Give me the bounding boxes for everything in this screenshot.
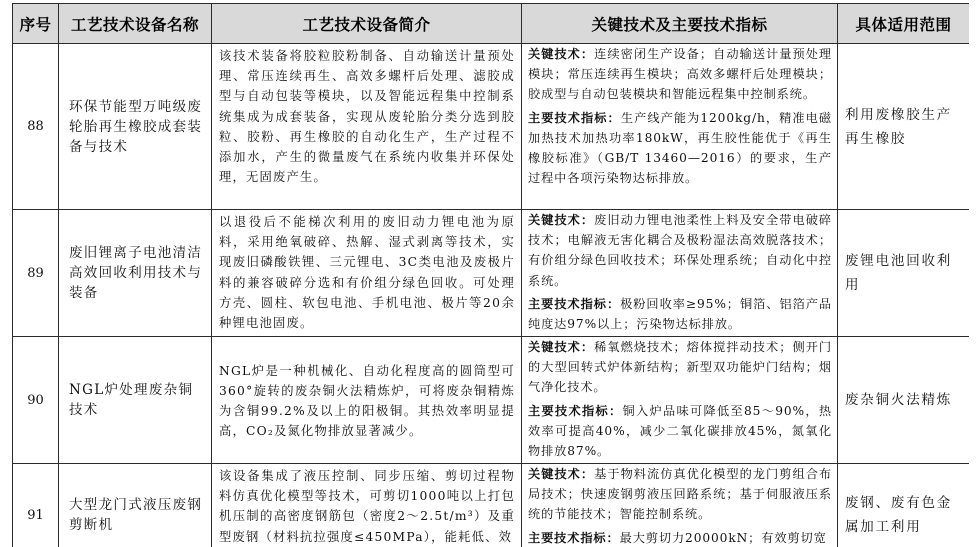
key-tech-paragraph (528, 210, 832, 291)
key-tech-text: 连续密闭生产设备；自动输送计量预处理模块；常压连续再生模块；高效多螺杆后处理模块；胶成型与自动包装模块和智能远程集中控制系统。 (528, 47, 833, 102)
scope: 利用废橡胶生产再生橡胶 (838, 44, 970, 210)
table-row (13, 464, 970, 547)
tech-intro: NGL炉是一种机械化、自动化程度高的圆筒型可360°旋转的废杂铜火法精炼炉，可将废杂铜精炼为含铜99.2%及以上的阳极铜。其热效率明显提高，CO₂及氮化物排放显著减少。 (212, 337, 522, 464)
tech-name: NGL炉处理废杂铜技术 (59, 337, 212, 464)
key-tech-text: 稀氧燃烧技术；熔体搅拌动技术；侧开门的大型回转式炉体新结构；新型双功能炉门结构；烟气净化技术。 (528, 340, 833, 395)
key-tech-text: 基于物料流仿真优化模型的龙门剪组合布局技术；快速废钢剪液压回路系统；基于伺服液压系统的节能技术；智能控制系统。 (528, 467, 833, 522)
scope: 废钢、废有色金属加工利用 (838, 464, 970, 547)
key-tech-cell (522, 464, 838, 547)
tech-intro: 以退役后不能梯次利用的废旧动力锂电池为原料，采用绝氧破碎、热解、湿式剥离等技术，实现废旧磷酸铁锂、三元锂电、3C类电池及废极片料的兼容破碎分选和有价组分绿色回收。可处理方壳、圆柱、软包电池、手机电池、极片等20余种锂电池固废。 (212, 210, 522, 337)
table-row (13, 337, 970, 464)
row-number: 88 (13, 44, 59, 210)
row-number: 91 (13, 464, 59, 547)
tech-name: 废旧锂离子电池清洁高效回收利用技术与装备 (59, 210, 212, 337)
technology-table (12, 3, 969, 547)
row-number: 89 (13, 210, 59, 337)
header-name: 工艺技术设备名称 (59, 4, 212, 44)
table-row (13, 210, 970, 337)
table-row (13, 44, 970, 210)
header-no: 序号 (13, 4, 59, 44)
key-tech-paragraph (528, 464, 832, 525)
main-index-label: 主要技术指标： (528, 530, 620, 545)
scope: 废锂电池回收利用 (838, 210, 970, 337)
main-index-label: 主要技术指标： (528, 296, 621, 311)
key-tech-paragraph (528, 44, 832, 105)
main-index-paragraph (528, 108, 832, 189)
main-index-text: 极粉回收率≥95%；铜箔、铝箔产品纯度达97%以上；污染物达标排放。 (528, 296, 832, 332)
tech-intro: 该技术装备将胶粒胶粉制备、自动输送计量预处理、常压连续再生、高效多螺杆后处理、滤胶成型与自动包装等模块，以及智能远程集中控制系统集成为成套装备，实现从废轮胎分类分选到胶粒、胶粉、再生橡胶的自动化生产，生产过程不添加水，产生的微量废气在系统内收集并环保处理，无固废产生。 (212, 44, 522, 210)
key-tech-cell (522, 44, 838, 210)
tech-name: 环保节能型万吨级废轮胎再生橡胶成套装备与技术 (59, 44, 212, 210)
tech-name: 大型龙门式液压废钢剪断机 (59, 464, 212, 547)
key-tech-label: 关键技术： (528, 467, 595, 481)
key-tech-cell (522, 210, 838, 337)
key-tech-paragraph (528, 337, 832, 398)
main-index-label: 主要技术指标： (528, 403, 623, 418)
header-intro: 工艺技术设备简介 (212, 4, 522, 44)
tech-intro: 该设备集成了液压控制、同步压缩、剪切过程物料仿真优化模型等技术，可剪切1000吨以上打包机压制的高密度钢筋包（密度2～2.5t/m³）及重型废钢（材料抗拉强度≤450MPa），能耗低、效 (212, 464, 522, 547)
key-tech-label: 关键技术： (528, 340, 595, 354)
key-tech-label: 关键技术： (528, 47, 595, 61)
main-index-text: 生产线产能为1200kg/h，精准电磁加热技术加热功率180kW，再生胶性能优于《再生橡胶标准》（GB/T 13460—2016）的要求，生产过程中各项污染物达标排放。 (528, 110, 832, 186)
table-viewport (12, 3, 969, 547)
main-index-text: 最大剪切力20000kN；有效剪切宽 (619, 530, 827, 545)
header-key-tech: 关键技术及主要技术指标 (522, 4, 838, 44)
key-tech-cell (522, 337, 838, 464)
main-index-text: 铜入炉品味可降低至85～90%，热效率可提高40%，减少二氧化碳排放45%，氮氧化物排放87%。 (528, 403, 832, 459)
key-tech-label: 关键技术： (528, 213, 595, 227)
main-index-paragraph (528, 528, 832, 547)
main-index-paragraph (528, 401, 832, 462)
key-tech-text: 废旧动力锂电池柔性上料及安全带电破碎技术；电解液无害化耦合及极粉湿法高效脱落技术；有价组分绿色回收技术；环保处理系统；自动化中控系统。 (528, 213, 833, 288)
scope: 废杂铜火法精炼 (838, 337, 970, 464)
main-index-paragraph (528, 294, 832, 334)
main-index-label: 主要技术指标： (528, 110, 621, 125)
header-row (13, 4, 970, 44)
row-number: 90 (13, 337, 59, 464)
header-scope: 具体适用范围 (838, 4, 970, 44)
